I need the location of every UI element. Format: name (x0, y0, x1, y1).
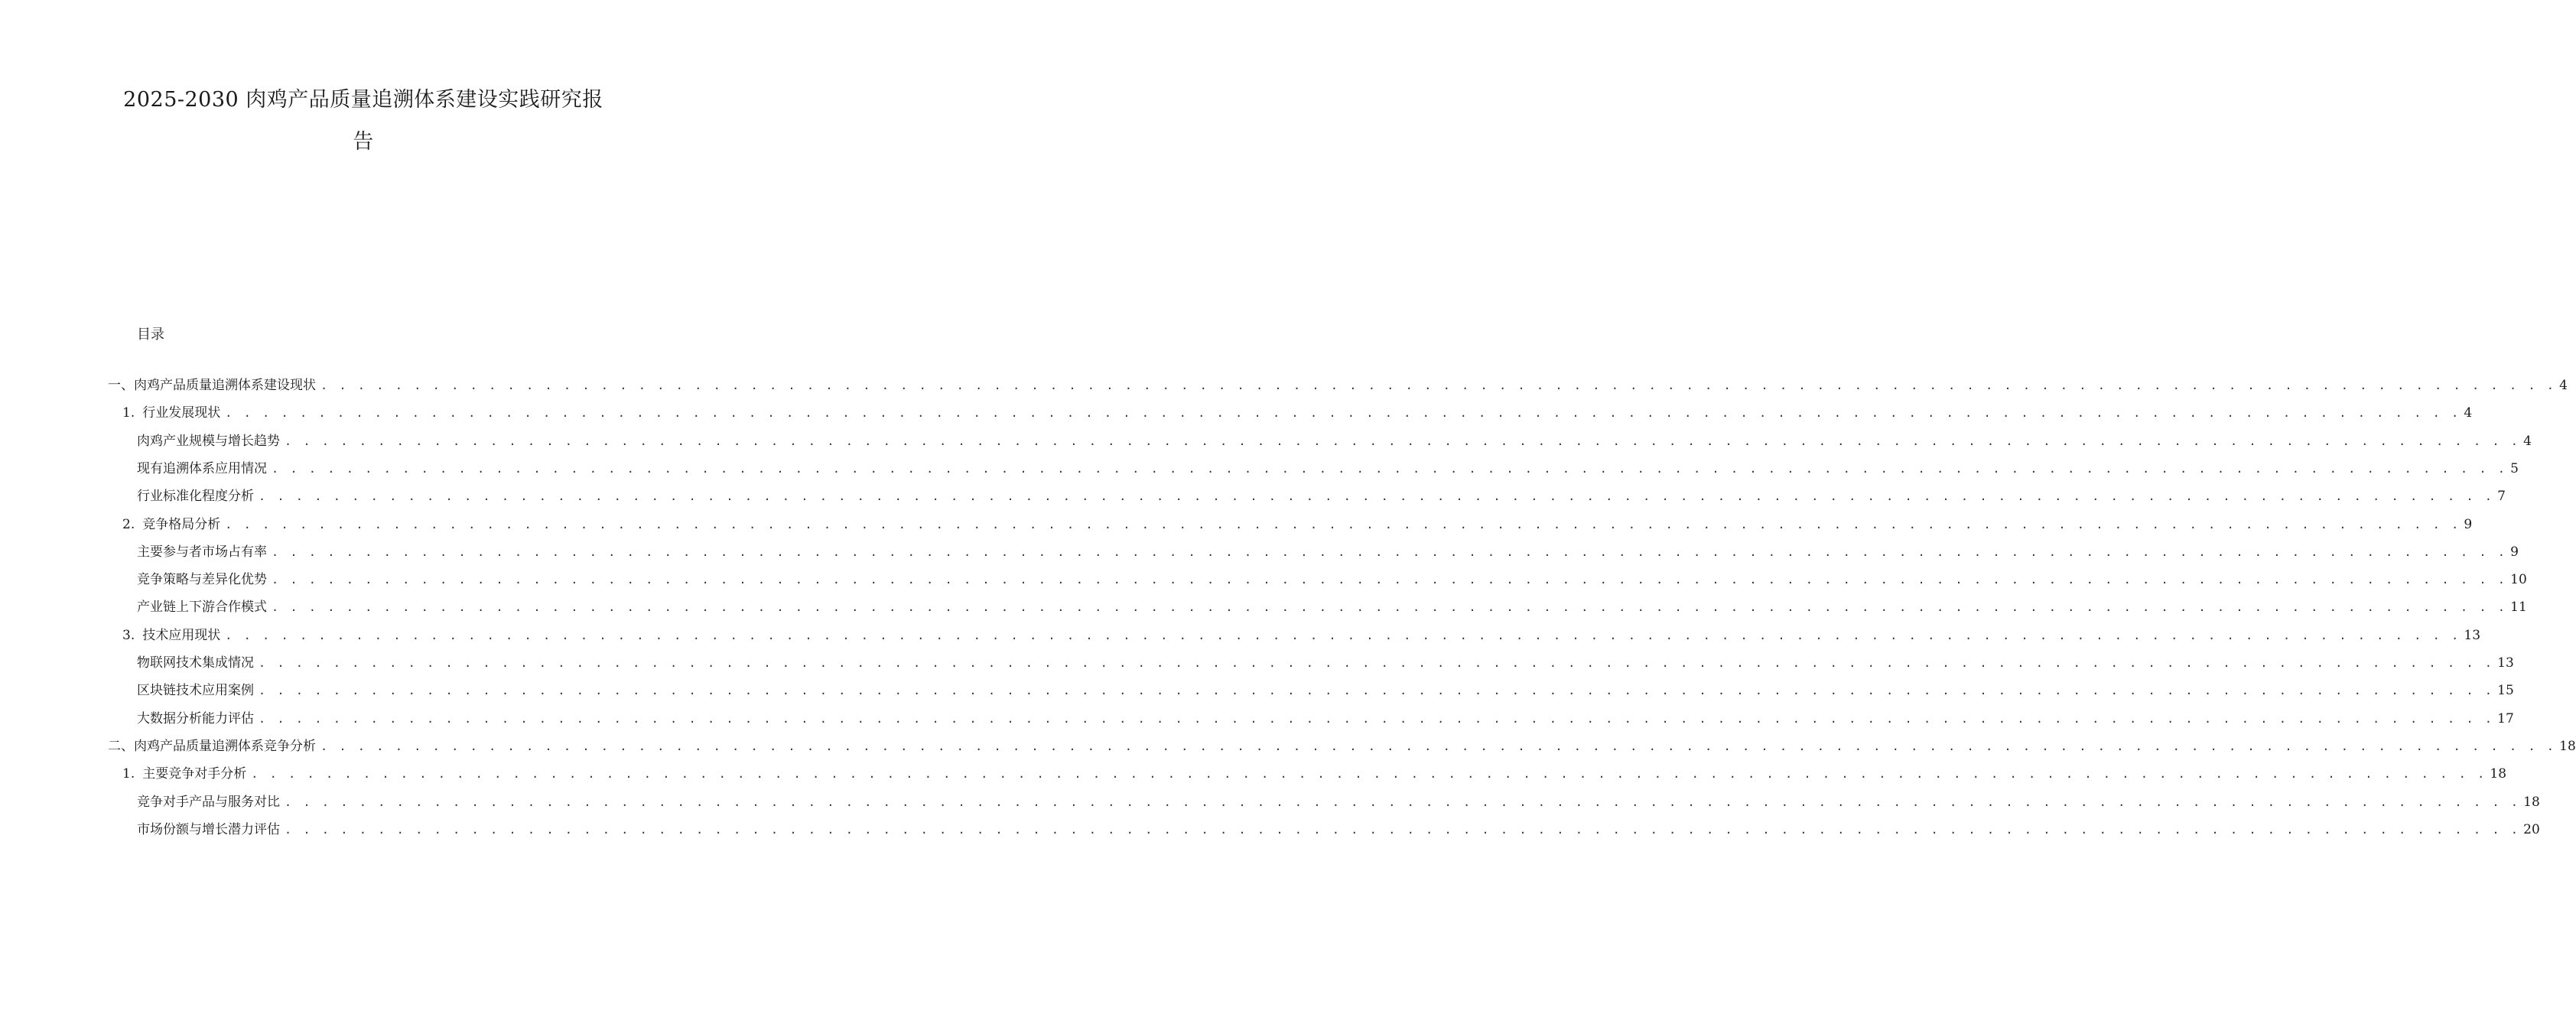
toc-dot-leader: . . . . . . . . . . . . . . . . . . . . . . . . . . . . . . . . . . . . . . . . . . . . . . . . . . . . . . . . . . . . . . . . . . . . . . . . . . . . . . . . . . . . . . . . . . . . . . . . . . . . . . . . . . . . . . . . . . . . . . . . (251, 767, 2487, 782)
toc-entry-label (137, 570, 272, 589)
toc-entry[interactable] (137, 543, 2519, 561)
toc-page-number: 5 (2510, 460, 2519, 476)
toc-dot-leader: . . . . . . . . . . . . . . . . . . . . . . . . . . . . . . . . . . . . . . . . . . . . . . . . . . . . . . . . . . . . . . . . . . . . . . . . . . . . . . . . . . . . . . . . . . . . . . . . . . . . . . . . . . . . . . . . . . . . . . . . (272, 461, 2508, 476)
toc-page-number: 9 (2464, 516, 2473, 532)
toc-page-number: 17 (2497, 710, 2514, 726)
toc-entry-text: 大数据分析能力评估 (137, 710, 254, 726)
toc-entry-text: 竞争策略与差异化优势 (137, 572, 267, 588)
toc-entry-text: 区块链技术应用案例 (137, 683, 254, 699)
toc-page-number: 7 (2497, 489, 2506, 505)
toc-entry-label (108, 737, 320, 756)
toc-entry-number: 1. (122, 405, 135, 421)
toc-entry-text: 主要参与者市场占有率 (137, 544, 267, 560)
toc-entry-number: 2. (122, 516, 135, 532)
toc-entry[interactable] (137, 821, 2540, 839)
toc-entry[interactable] (137, 570, 2527, 589)
toc-entry-label (122, 765, 251, 783)
toc-entry-text: 竞争格局分析 (142, 516, 221, 532)
toc-entry-label (122, 515, 225, 534)
toc-entry-label (137, 654, 259, 672)
toc-entry-text: 物联网技术集成情况 (137, 655, 254, 671)
toc-page-number: 4 (2523, 433, 2532, 449)
toc-entry[interactable] (122, 404, 2473, 422)
toc-entry-label (122, 404, 225, 422)
toc-entry[interactable] (108, 376, 2568, 395)
toc-dot-leader: . . . . . . . . . . . . . . . . . . . . . . . . . . . . . . . . . . . . . . . . . . . . . . . . . . . . . . . . . . . . . . . . . . . . . . . . . . . . . . . . . . . . . . . . . . . . . . . . . . . . . . . . . . . . . . . . . . . . . . . . (259, 711, 2495, 726)
toc-page-number: 20 (2523, 821, 2540, 837)
document-title-line-2: 告 (353, 130, 374, 154)
toc-dot-leader: . . . . . . . . . . . . . . . . . . . . . . . . . . . . . . . . . . . . . . . . . . . . . . . . . . . . . . . . . . . . . . . . . . . . . . . . . . . . . . . . . . . . . . . . . . . . . . . . . . . . . . . . . . . . . . . . . . . . . . . . (320, 739, 2557, 753)
toc-page-number: 18 (2523, 794, 2540, 810)
toc-entry-label (137, 460, 272, 478)
toc-entry-text: 二、肉鸡产品质量追溯体系竞争分析 (108, 738, 316, 754)
toc-page-number: 4 (2464, 405, 2473, 421)
toc-dot-leader: . . . . . . . . . . . . . . . . . . . . . . . . . . . . . . . . . . . . . . . . . . . . . . . . . . . . . . . . . . . . . . . . . . . . . . . . . . . . . . . . . . . . . . . . . . . . . . . . . . . . . . . . . . . . . . . . . . . . . . . . (285, 795, 2521, 809)
toc-page-number: 18 (2559, 738, 2576, 754)
toc-page-number: 9 (2510, 544, 2519, 560)
toc-page-number: 10 (2510, 572, 2527, 588)
toc-entry[interactable] (137, 460, 2519, 478)
toc-dot-leader: . . . . . . . . . . . . . . . . . . . . . . . . . . . . . . . . . . . . . . . . . . . . . . . . . . . . . . . . . . . . . . . . . . . . . . . . . . . . . . . . . . . . . . . . . . . . . . . . . . . . . . . . . . . . . . . . . . . . . . . . (320, 379, 2557, 392)
toc-page-number: 4 (2559, 378, 2568, 393)
toc-dot-leader: . . . . . . . . . . . . . . . . . . . . . . . . . . . . . . . . . . . . . . . . . . . . . . . . . . . . . . . . . . . . . . . . . . . . . . . . . . . . . . . . . . . . . . . . . . . . . . . . . . . . . . . . . . . . . . . . . . . . . . . . (225, 406, 2461, 421)
toc-entry[interactable] (137, 487, 2506, 505)
toc-dot-leader: . . . . . . . . . . . . . . . . . . . . . . . . . . . . . . . . . . . . . . . . . . . . . . . . . . . . . . . . . . . . . . . . . . . . . . . . . . . . . . . . . . . . . . . . . . . . . . . . . . . . . . . . . . . . . . . . . . . . . . . . (259, 489, 2495, 504)
toc-entry-text: 产业链上下游合作模式 (137, 600, 267, 616)
toc-entry-label (108, 376, 320, 395)
toc-dot-leader: . . . . . . . . . . . . . . . . . . . . . . . . . . . . . . . . . . . . . . . . . . . . . . . . . . . . . . . . . . . . . . . . . . . . . . . . . . . . . . . . . . . . . . . . . . . . . . . . . . . . . . . . . . . . . . . . . . . . . . . . (285, 822, 2521, 837)
toc-dot-leader: . . . . . . . . . . . . . . . . . . . . . . . . . . . . . . . . . . . . . . . . . . . . . . . . . . . . . . . . . . . . . . . . . . . . . . . . . . . . . . . . . . . . . . . . . . . . . . . . . . . . . . . . . . . . . . . . . . . . . . . . (225, 628, 2461, 642)
toc-entry[interactable] (108, 737, 2576, 756)
toc-entry[interactable] (137, 681, 2514, 700)
toc-entry[interactable] (122, 765, 2507, 783)
toc-entry[interactable] (137, 654, 2514, 672)
toc-entry-text: 市场份额与增长潜力评估 (137, 821, 280, 837)
toc-page-number: 11 (2510, 600, 2527, 616)
toc-entry-label (137, 681, 259, 700)
toc-entry-label (137, 793, 285, 811)
toc-page-number: 13 (2497, 655, 2514, 671)
toc-entry-text: 行业标准化程度分析 (137, 489, 254, 505)
toc-entry-label (137, 821, 285, 839)
toc-dot-leader: . . . . . . . . . . . . . . . . . . . . . . . . . . . . . . . . . . . . . . . . . . . . . . . . . . . . . . . . . . . . . . . . . . . . . . . . . . . . . . . . . . . . . . . . . . . . . . . . . . . . . . . . . . . . . . . . . . . . . . . . (272, 544, 2508, 559)
toc-entry[interactable] (122, 515, 2473, 534)
toc-entry[interactable] (137, 598, 2527, 616)
toc-entry[interactable] (137, 793, 2540, 811)
toc-entry-text: 主要竞争对手分析 (142, 766, 247, 782)
toc-entry[interactable] (122, 626, 2481, 645)
toc-entry-label (137, 710, 259, 728)
toc-dot-leader: . . . . . . . . . . . . . . . . . . . . . . . . . . . . . . . . . . . . . . . . . . . . . . . . . . . . . . . . . . . . . . . . . . . . . . . . . . . . . . . . . . . . . . . . . . . . . . . . . . . . . . . . . . . . . . . . . . . . . . . . (259, 656, 2495, 670)
toc-page-number: 18 (2490, 766, 2507, 782)
toc-entry[interactable] (137, 710, 2514, 728)
toc-entry-label (137, 487, 259, 505)
toc-entry-text: 现有追溯体系应用情况 (137, 460, 267, 476)
toc-page-number: 15 (2497, 683, 2514, 699)
toc-dot-leader: . . . . . . . . . . . . . . . . . . . . . . . . . . . . . . . . . . . . . . . . . . . . . . . . . . . . . . . . . . . . . . . . . . . . . . . . . . . . . . . . . . . . . . . . . . . . . . . . . . . . . . . . . . . . . . . . . . . . . . . . (272, 573, 2508, 587)
toc-entry-text: 技术应用现状 (142, 627, 221, 643)
toc-entry[interactable] (137, 432, 2532, 450)
toc-page-number: 13 (2464, 627, 2481, 643)
toc-dot-leader: . . . . . . . . . . . . . . . . . . . . . . . . . . . . . . . . . . . . . . . . . . . . . . . . . . . . . . . . . . . . . . . . . . . . . . . . . . . . . . . . . . . . . . . . . . . . . . . . . . . . . . . . . . . . . . . . . . . . . . . . (225, 517, 2461, 531)
toc-entry-number: 3. (122, 627, 135, 643)
toc-dot-leader: . . . . . . . . . . . . . . . . . . . . . . . . . . . . . . . . . . . . . . . . . . . . . . . . . . . . . . . . . . . . . . . . . . . . . . . . . . . . . . . . . . . . . . . . . . . . . . . . . . . . . . . . . . . . . . . . . . . . . . . . (259, 684, 2495, 698)
toc-entry-label (137, 543, 272, 561)
toc-entry-text: 行业发展现状 (142, 405, 221, 421)
toc-entry-label (122, 626, 225, 645)
document-title-line-1: 2025-2030 肉鸡产品质量追溯体系建设实践研究报 (123, 88, 603, 112)
toc-dot-leader: . . . . . . . . . . . . . . . . . . . . . . . . . . . . . . . . . . . . . . . . . . . . . . . . . . . . . . . . . . . . . . . . . . . . . . . . . . . . . . . . . . . . . . . . . . . . . . . . . . . . . . . . . . . . . . . . . . . . . . . . (285, 434, 2521, 448)
toc-entry-number: 1. (122, 766, 135, 782)
toc-entry-text: 竞争对手产品与服务对比 (137, 794, 280, 810)
toc-entry-label (137, 432, 285, 450)
toc-entry-text: 一、肉鸡产品质量追溯体系建设现状 (108, 378, 316, 393)
toc-entry-text: 肉鸡产业规模与增长趋势 (137, 433, 280, 449)
toc-entry-label (137, 598, 272, 616)
toc-dot-leader: . . . . . . . . . . . . . . . . . . . . . . . . . . . . . . . . . . . . . . . . . . . . . . . . . . . . . . . . . . . . . . . . . . . . . . . . . . . . . . . . . . . . . . . . . . . . . . . . . . . . . . . . . . . . . . . . . . . . . . . . (272, 600, 2508, 615)
toc-heading: 目录 (137, 327, 164, 343)
